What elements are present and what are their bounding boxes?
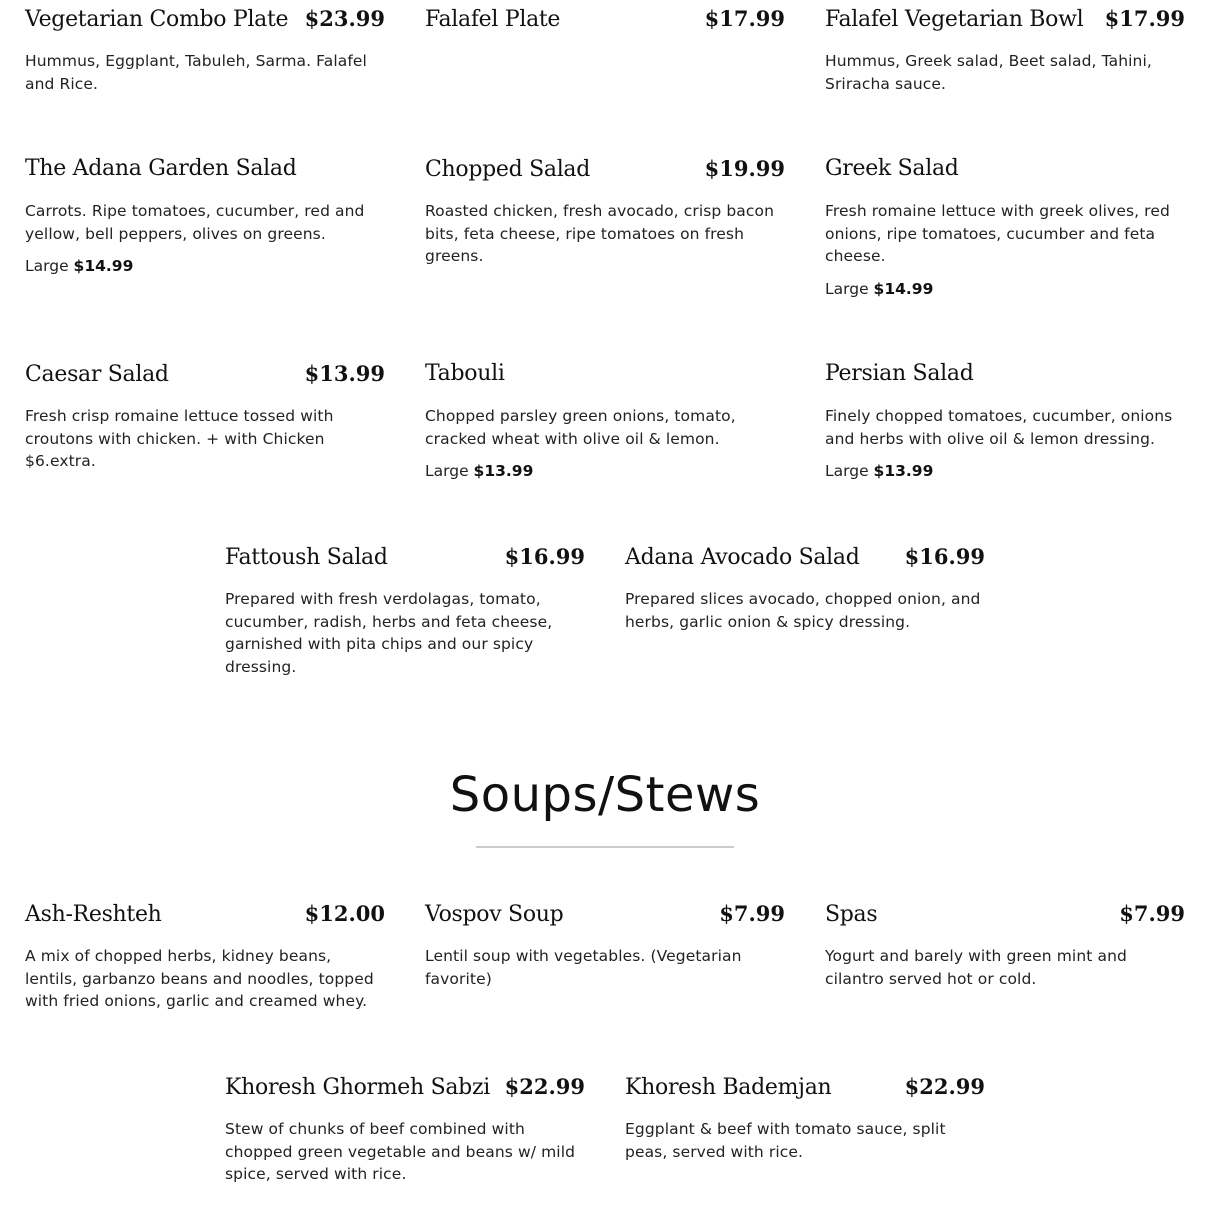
menu-item-name: Caesar Salad: [25, 362, 169, 387]
large-size-label: Large: [425, 462, 469, 480]
menu-item-description: Eggplant & beef with tomato sauce, split peas, served with rice.: [625, 1120, 946, 1161]
menu-item-description: Yogurt and barely with green mint and cilantro served hot or cold.: [825, 947, 1127, 988]
menu-item: [825, 156, 1185, 300]
large-size-label: Large: [825, 279, 869, 298]
menu-item: [825, 6, 1185, 95]
menu-item-header: [825, 361, 1185, 391]
menu-item-header: [225, 1074, 585, 1104]
menu-item: [25, 361, 385, 473]
menu-item-description: Hummus, Eggplant, Tabuleh, Sarma. Falafel and Rice.: [25, 52, 367, 93]
menu-item-name: Vospov Soup: [425, 902, 564, 927]
section-divider: [476, 846, 734, 848]
menu-item-header: [425, 156, 785, 186]
menu-item-header: [25, 6, 385, 36]
menu-item-large-size: [825, 278, 1185, 300]
menu-item-description: A mix of chopped herbs, kidney beans, lentils, garbanzo beans and noodles, topped with fried onions, garlic and creamed whey.: [25, 947, 374, 1010]
menu-item-name: Greek Salad: [825, 156, 959, 181]
menu-item-header: [625, 544, 985, 574]
menu-item-price: $17.99: [704, 6, 785, 31]
menu-item-name: Persian Salad: [825, 361, 974, 386]
menu-item-large-size: [825, 460, 1185, 482]
menu-item-price: $13.99: [304, 361, 385, 386]
section-title: Soups/Stews: [449, 767, 761, 823]
menu-item-header: [25, 361, 385, 391]
menu-item-header: [825, 901, 1185, 931]
menu-item-description: Roasted chicken, fresh avocado, crisp bacon bits, feta cheese, ripe tomatoes on fresh greens.: [425, 202, 775, 265]
menu-item: [225, 1074, 585, 1186]
menu-item-name: Spas: [825, 902, 878, 927]
large-size-price: $13.99: [873, 462, 934, 480]
menu-item-price: $16.99: [504, 544, 585, 569]
menu-item-name: Fattoush Salad: [225, 545, 388, 570]
large-size-label: Large: [825, 462, 869, 480]
menu-item-header: [425, 6, 785, 36]
menu-item-price: $7.99: [1119, 901, 1185, 926]
menu-item: [825, 901, 1185, 990]
menu-item-price: $16.99: [904, 544, 985, 569]
menu-item: [825, 361, 1185, 482]
menu-item-name: Adana Avocado Salad: [625, 545, 860, 570]
menu-item-header: [425, 901, 785, 931]
menu-item-header: [25, 156, 385, 186]
menu-item-description: Hummus, Greek salad, Beet salad, Tahini, Sriracha sauce.: [825, 52, 1152, 93]
large-size-label: Large: [25, 257, 69, 275]
menu-item: [425, 361, 785, 482]
menu-item-description: Chopped parsley green onions, tomato, cracked wheat with olive oil & lemon.: [425, 407, 736, 448]
menu-item-name: Falafel Vegetarian Bowl: [825, 7, 1084, 32]
menu-item: [25, 6, 385, 95]
menu-item-name: The Adana Garden Salad: [25, 156, 297, 181]
menu-item-price: $19.99: [704, 156, 785, 181]
menu-item-large-size: [425, 460, 785, 482]
menu-item: [25, 901, 385, 1013]
menu-item-name: Ash-Reshteh: [25, 902, 162, 927]
menu-item-price: $7.99: [719, 901, 785, 926]
menu-item-price: $22.99: [904, 1074, 985, 1099]
menu-item-price: $12.00: [304, 901, 385, 926]
menu-item-description: Finely chopped tomatoes, cucumber, onions and herbs with olive oil & lemon dressing.: [825, 407, 1173, 448]
menu-item-header: [425, 361, 785, 391]
menu-item-header: [825, 156, 1185, 186]
menu-item-price: $17.99: [1104, 6, 1185, 31]
menu-item-name: Khoresh Ghormeh Sabzi: [225, 1075, 490, 1100]
menu-item-name: Khoresh Bademjan: [625, 1075, 832, 1100]
large-size-price: $14.99: [73, 257, 134, 275]
menu-item-price: $22.99: [504, 1074, 585, 1099]
menu-item: [625, 544, 985, 633]
menu-item-header: [625, 1074, 985, 1104]
menu-item-price: $23.99: [304, 6, 385, 31]
menu-item-name: Chopped Salad: [425, 157, 591, 182]
menu-item-description: Prepared with fresh verdolagas, tomato, cucumber, radish, herbs and feta cheese, garnished with pita chips and our spicy dressing.: [225, 590, 553, 676]
menu-item-name: Tabouli: [425, 361, 505, 386]
menu-item-name: Vegetarian Combo Plate: [25, 7, 289, 32]
large-size-price: $14.99: [873, 279, 934, 298]
menu-item-description: Carrots. Ripe tomatoes, cucumber, red and yellow, bell peppers, olives on greens.: [25, 202, 365, 243]
large-size-price: $13.99: [473, 462, 534, 480]
menu-item-description: Fresh crisp romaine lettuce tossed with croutons with chicken. + with Chicken $6.extra.: [25, 407, 334, 470]
menu-item: [625, 1074, 985, 1163]
menu-item: [25, 156, 385, 277]
menu-item: [425, 901, 785, 990]
menu-item-name: Falafel Plate: [425, 7, 561, 32]
menu-item: [425, 156, 785, 268]
menu-item-large-size: [25, 255, 385, 277]
menu-item-header: [225, 544, 585, 574]
menu-item-header: [25, 901, 385, 931]
menu-item-description: Fresh romaine lettuce with greek olives, red onions, ripe tomatoes, cucumber and feta cheese.: [825, 202, 1170, 265]
menu-item: [425, 6, 785, 36]
menu-item-description: Lentil soup with vegetables. (Vegetarian favorite): [425, 947, 742, 988]
menu-item-description: Prepared slices avocado, chopped onion, and herbs, garlic onion & spicy dressing.: [625, 590, 981, 631]
menu-item: [225, 544, 585, 678]
menu-item-header: [825, 6, 1185, 36]
menu-item-description: Stew of chunks of beef combined with chopped green vegetable and beans w/ mild spice, served with rice.: [225, 1120, 576, 1183]
